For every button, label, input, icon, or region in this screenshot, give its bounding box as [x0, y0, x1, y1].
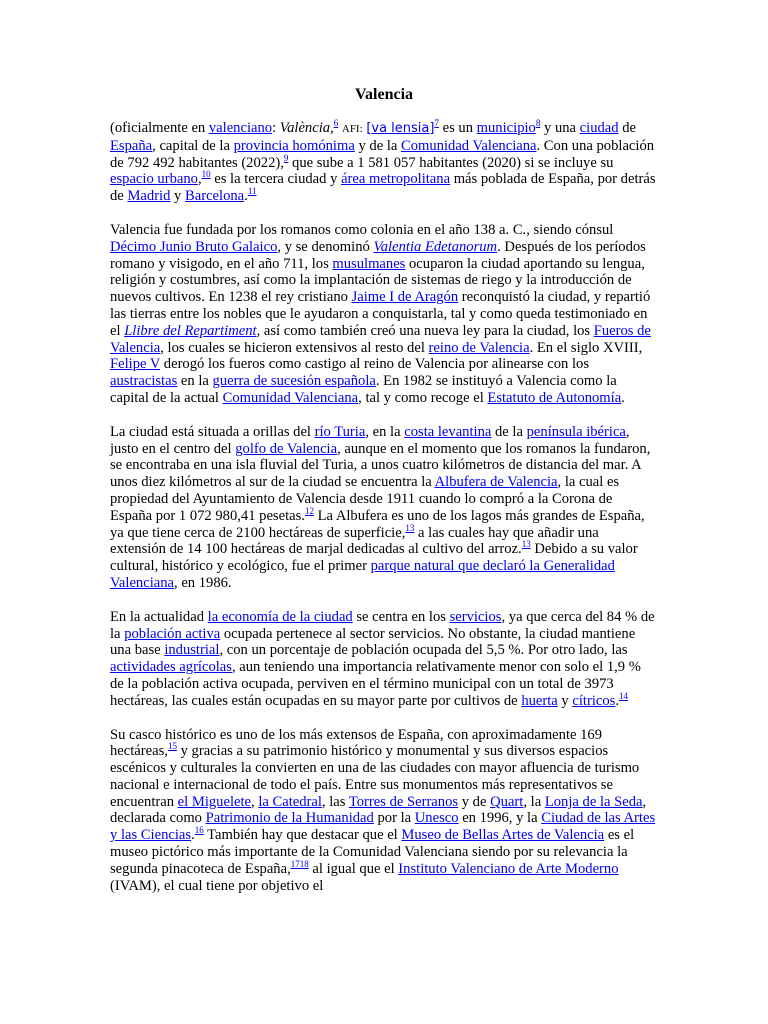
wiki-link[interactable]: Barcelona [185, 188, 245, 205]
wiki-link[interactable]: valenciano [208, 120, 273, 136]
text-run: (oficialmente en [110, 120, 209, 136]
text-run: en la [177, 373, 213, 390]
text-run: La Albufera es uno de los lagos más grandes de España, ya que tiene cerca de 2100 hectáreas de superficie, [110, 507, 645, 541]
wiki-link[interactable]: parque natural que declaró la Generalidad Valenciana [110, 558, 615, 591]
paragraph-2 [110, 222, 658, 407]
text-run: , ya que cerca del 84 % de la [110, 608, 655, 642]
wiki-link[interactable]: musulmanes [332, 255, 406, 272]
wiki-link[interactable]: Comunidad Valenciana [222, 389, 359, 406]
text-run: en 1996, y la [458, 810, 542, 827]
article [110, 84, 658, 911]
text-run: , tal y como recoge el [358, 389, 488, 406]
text-run: es un [438, 120, 477, 136]
wiki-link[interactable]: Estatuto de Autonomía [487, 389, 622, 406]
text-run: La ciudad está situada a orillas del [110, 423, 315, 440]
text-run: es la tercera ciudad y [210, 171, 342, 188]
wiki-link[interactable]: Madrid [127, 188, 171, 205]
text-run: ocupada pertenece al sector servicios. No obstante, la ciudad mantiene una base [110, 625, 636, 659]
wiki-link[interactable]: costa levantina [404, 423, 492, 440]
citation-number[interactable]: 13 [405, 522, 415, 533]
text-run: . En el siglo XVIII, [529, 339, 643, 356]
citation-number[interactable]: 8 [535, 118, 541, 128]
text-run: , así como también creó una nueva ley para la ciudad, los [256, 322, 594, 339]
text-run: , declarada como [110, 793, 647, 827]
citation-link[interactable] [305, 506, 314, 516]
paragraph-4 [110, 609, 658, 710]
citation-number[interactable]: 9 [283, 152, 289, 163]
wiki-link[interactable]: ciudad [579, 120, 619, 136]
text-run: a las cuales hay que añadir una extensión de 14 100 hectáreas de marjal dedicadas al cultivo del arroz. [110, 524, 599, 558]
text-run: , [330, 120, 334, 136]
wiki-link[interactable]: cítricos [572, 692, 616, 709]
ipa-text[interactable]: [va lensia] [366, 121, 435, 136]
text-run: se centra en los [352, 608, 450, 625]
text-run: Debido a su valor cultural, histórico y ecológico, fue el primer [110, 541, 638, 575]
text-run: ocuparon la ciudad aportando su lengua, religión y costumbres, así como la implantación de sistemas de riego y la introducción de nuevos cultivos. En 1238 el rey cristiano [110, 255, 645, 306]
wiki-link[interactable]: Albufera de Valencia [434, 474, 558, 491]
citation-number[interactable]: 10 [201, 169, 211, 180]
citation-number[interactable]: 6 [333, 118, 339, 128]
text-run: y [557, 692, 573, 709]
wiki-link[interactable]: la Catedral [258, 793, 322, 810]
wiki-link[interactable]: España [110, 137, 153, 154]
text-run: . Con una población de 792 492 habitantes (2022), [110, 137, 655, 171]
text-run: derogó los fueros como castigo al reino de Valencia por alinearse con los [160, 356, 590, 373]
wiki-link[interactable]: austracistas [110, 373, 178, 390]
citation-link[interactable] [168, 741, 177, 751]
ipa-pronunciation-link[interactable] [366, 121, 434, 138]
text-run: , la cual es propiedad del Ayuntamiento de Valencia desde 1911 cuando lo compró a la Corona de España por 1 072 980,41 pesetas. [110, 474, 620, 524]
citation-link[interactable] [291, 859, 309, 869]
text-run: (IVAM), el cual tiene por objetivo el [110, 877, 324, 894]
text-run: . Después de los períodos romano y visigodo, en el año 711, los [110, 238, 646, 272]
citation-number[interactable]: 11 [247, 186, 257, 197]
wiki-link[interactable]: Instituto Valenciano de Arte Moderno [398, 860, 619, 877]
citation-link[interactable] [619, 691, 628, 701]
citation-link[interactable] [248, 186, 257, 196]
wiki-link[interactable]: actividades agrícolas [110, 659, 232, 676]
citation-link[interactable] [202, 169, 211, 179]
text-run: , los cuales se hicieron extensivos al resto del [160, 339, 429, 356]
text-run: También hay que destacar que el [203, 827, 402, 844]
text-run: y de la [354, 137, 401, 154]
wiki-link[interactable]: provincia homónima [233, 137, 355, 154]
citation-number[interactable]: 14 [619, 690, 628, 701]
text-run: València [279, 120, 331, 136]
wiki-link[interactable]: huerta [521, 692, 558, 709]
text-run: , con un porcentaje de población ocupada del 5,5 %. Por otro lado, las [219, 642, 628, 659]
citation-link[interactable] [522, 539, 531, 549]
paragraph-1 [110, 120, 658, 205]
text-run: al igual que el [308, 860, 399, 877]
wiki-link[interactable]: el Miguelete [177, 793, 252, 810]
text-run: . En 1982 se instituyó a Valencia como la capital de la actual [110, 373, 617, 406]
text-run: , la [523, 793, 545, 810]
text-run: . [191, 827, 195, 844]
wiki-link[interactable]: la economía de la ciudad [207, 608, 353, 625]
citation-number[interactable]: 13 [521, 539, 531, 550]
text-run: que sube a 1 581 057 habitantes (2020) si se incluye su [288, 154, 614, 171]
text-run: por la [373, 810, 415, 827]
wiki-link[interactable]: golfo de Valencia [235, 440, 338, 457]
wiki-link[interactable]: Décimo Junio Bruto Galaico [110, 238, 278, 255]
text-run: y de [458, 793, 491, 810]
text-run: , en 1986. [174, 574, 232, 591]
text-run: , las [321, 793, 349, 810]
text-run: , [251, 793, 259, 810]
text-run: . [615, 692, 619, 709]
wiki-link[interactable]: servicios [449, 608, 502, 625]
wiki-link[interactable]: industrial [164, 642, 220, 659]
wiki-link[interactable]: Museo de Bellas Artes de Valencia [401, 827, 605, 844]
text-run: En la actualidad [110, 608, 208, 625]
paragraph-5 [110, 727, 658, 895]
wiki-link[interactable]: península ibérica [526, 423, 626, 440]
wiki-link[interactable]: Fueros de Valencia [110, 322, 651, 356]
text-run: , justo en el centro del [110, 423, 630, 457]
citation-number[interactable]: 7 [434, 118, 439, 128]
wiki-link[interactable]: municipio [476, 120, 536, 136]
text-run: es el museo pictórico más importante de la Comunidad Valenciana siendo por su relevancia la segunda pinacoteca de España, [110, 827, 635, 877]
citation-number[interactable]: 16 [194, 825, 204, 836]
wiki-link[interactable]: Ciudad de las Artes y las Ciencias [110, 810, 656, 844]
wiki-link[interactable]: guerra de sucesión española [212, 373, 376, 390]
citation-link[interactable] [195, 825, 204, 835]
text-run: de la [491, 423, 527, 440]
text-run: , aunque en el momento que los romanos la fundaron, se encontraba en una isla fluvial del Turia, a unos cuatro kilómetros de distancia del mar. A unos diez kilómetros al sur de la ciudad se encuentra la [110, 440, 651, 491]
text-run: , aun teniendo una importancia relativamente menor con solo el 1,9 % de la población activa ocupada, perviven en el término municipal con un total de 3973 hectáreas, las cuales están ocupadas en su mayor parte por cultivos de [110, 659, 641, 709]
wiki-link[interactable]: área metropolitana [341, 171, 451, 188]
text-run: de [618, 120, 637, 136]
wiki-link[interactable]: reino de Valencia [428, 339, 530, 356]
wiki-link[interactable]: río Turia [314, 423, 366, 440]
afi-label: AFI: [341, 123, 363, 135]
wiki-link[interactable]: Quart [490, 793, 524, 810]
text-run: y una [540, 120, 580, 136]
citation-number[interactable]: 1718 [290, 858, 309, 869]
text-run: . [244, 188, 248, 205]
wiki-link[interactable]: Lonja de la Seda [544, 793, 643, 810]
citation-number[interactable]: 15 [167, 741, 177, 752]
text-run: , en la [365, 423, 405, 440]
paragraph-3 [110, 424, 658, 592]
page-title: Valencia [354, 86, 414, 103]
wiki-link[interactable]: Jaime I de Aragón [351, 289, 459, 306]
wiki-link[interactable]: Torres de Serranos [348, 793, 459, 810]
text-run: , capital de la [152, 137, 234, 154]
text-run: , [197, 171, 202, 188]
text-run: Su casco histórico es uno de los más extensos de España, con aproximadamente 169 hectáreas, [110, 726, 603, 760]
wiki-link[interactable]: Llibre del Repartiment [124, 322, 257, 339]
text-run: : [272, 120, 280, 136]
wiki-link[interactable]: Patrimonio de la Humanidad [205, 810, 374, 827]
text-run: más poblada de España, por detrás de [110, 171, 656, 205]
wiki-link[interactable]: Comunidad Valenciana [401, 137, 537, 154]
text-run: y gracias a su patrimonio histórico y monumental y sus diversos espacios escénicos y culturales la convierten en una de las ciudades con mayor afluencia de turismo nacional e internacional de todo el país. Entre sus monumentos más representativos se encuentran [110, 743, 640, 810]
wiki-link[interactable]: población activa [124, 625, 221, 642]
text-run: Valencia fue fundada por los romanos como colonia en el año 138 a. C., siendo cónsul [110, 221, 614, 238]
text-run: y [170, 188, 185, 205]
wiki-link[interactable]: espacio urbano [110, 171, 198, 188]
wiki-link[interactable]: Unesco [414, 810, 459, 827]
wiki-link[interactable]: Valentia Edetanorum [373, 238, 498, 255]
wiki-link[interactable]: Felipe V [110, 356, 161, 373]
text-run: reconquistó la ciudad, y repartió las tierras entre los nobles que le ayudaron a conquistarla, tal y como queda testimoniado en el [110, 289, 651, 339]
citation-number[interactable]: 12 [304, 505, 314, 516]
text-run: . [621, 389, 625, 406]
article-body [110, 120, 658, 894]
text-run: , y se denominó [277, 238, 374, 255]
